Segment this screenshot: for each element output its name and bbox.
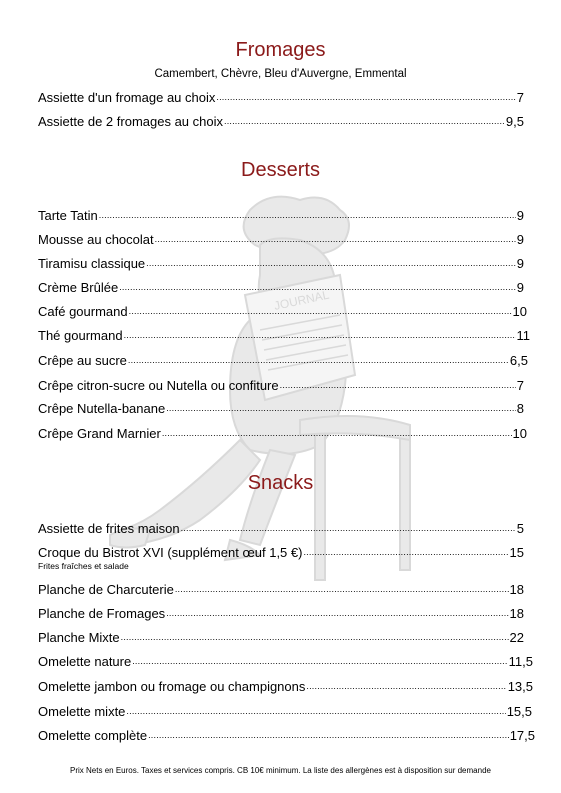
footer-note: Prix Nets en Euros. Taxes et services compris. CB 10€ minimum. La liste des allergènes est à disposition sur demande: [70, 766, 491, 775]
menu-item: [38, 114, 524, 130]
menu-item: [38, 208, 524, 224]
menu-item: [38, 426, 527, 442]
leader-dots: [181, 521, 516, 535]
section-title-desserts: Desserts: [241, 159, 320, 181]
leader-dots: [166, 401, 516, 415]
menu-item-name: Omelette jambon ou fromage ou champignons: [38, 679, 306, 694]
menu-item-price: 9,5: [505, 114, 524, 129]
menu-item-price: 7: [516, 378, 524, 393]
menu-item-price: 5: [516, 521, 524, 536]
menu-item: [38, 582, 524, 598]
menu-item-name: Mousse au chocolat: [38, 232, 154, 247]
menu-item-price: 15,5: [506, 704, 532, 719]
menu-item-name: Crêpe au sucre: [38, 353, 127, 368]
menu-item: [38, 353, 528, 369]
menu-item: [38, 280, 524, 296]
leader-dots: [166, 606, 508, 620]
leader-dots: [121, 630, 509, 644]
leader-dots: [306, 679, 506, 693]
menu-item: [38, 654, 533, 670]
menu-item-price: 18: [509, 606, 524, 621]
section-subtitle-fromages: Camembert, Chèvre, Bleu d'Auvergne, Emmental: [154, 68, 407, 80]
menu-item-name: Tarte Tatin: [38, 208, 98, 223]
menu-item-name: Assiette d'un fromage au choix: [38, 90, 216, 105]
menu-item-price: 10: [512, 304, 527, 319]
menu-item: [38, 256, 524, 272]
menu-item-name: Crêpe Grand Marnier: [38, 426, 161, 441]
menu-item-name: Assiette de frites maison: [38, 521, 180, 536]
menu-item-price: 8: [516, 401, 524, 416]
menu-item: [38, 606, 524, 622]
newspaper-title: JOURNAL: [272, 287, 331, 313]
menu-item-name: Crème Brûlée: [38, 280, 119, 295]
menu-item: [38, 328, 530, 344]
leader-dots: [175, 582, 509, 596]
leader-dots: [128, 353, 509, 367]
menu-item: [38, 304, 527, 320]
menu-item-note: Frites fraîches et salade: [38, 561, 129, 571]
menu-item-price: 13,5: [507, 679, 533, 694]
leader-dots: [129, 304, 512, 318]
menu-item-name: Thé gourmand: [38, 328, 123, 343]
leader-dots: [224, 114, 505, 128]
leader-dots: [126, 704, 505, 718]
section-title-snacks: Snacks: [247, 472, 314, 494]
menu-item-name: Planche Mixte: [38, 630, 120, 645]
menu-item-price: 9: [516, 280, 524, 295]
menu-item-name: Planche de Charcuterie: [38, 582, 174, 597]
menu-item-price: 9: [516, 232, 524, 247]
menu-item-price: 22: [509, 630, 524, 645]
menu-item-name: Crêpe citron-sucre ou Nutella ou confiture: [38, 378, 279, 393]
menu-item-name: Café gourmand: [38, 304, 128, 319]
leader-dots: [148, 728, 509, 742]
leader-dots: [216, 90, 515, 104]
menu-item-price: 15: [509, 545, 524, 560]
menu-item-price: 6,5: [509, 353, 528, 368]
menu-item-price: 9: [516, 256, 524, 271]
section-title-fromages: Fromages: [235, 39, 326, 61]
menu-item-name: Crêpe Nutella-banane: [38, 401, 166, 416]
menu-item-price: 11: [516, 328, 530, 343]
leader-dots: [280, 378, 516, 392]
menu-item: [38, 521, 524, 537]
leader-dots: [99, 208, 516, 222]
leader-dots: [119, 280, 516, 294]
menu-item-price: 18: [509, 582, 524, 597]
menu-item: [38, 232, 524, 248]
menu-item: [38, 630, 524, 646]
menu-item-price: 7: [516, 90, 524, 105]
leader-dots: [124, 328, 516, 342]
newspaper-reader-illustration: [100, 190, 430, 600]
menu-item-price: 10: [512, 426, 527, 441]
menu-item-name: Tiramisu classique: [38, 256, 146, 271]
leader-dots: [132, 654, 507, 668]
menu-item: [38, 704, 532, 720]
menu-item-name: Croque du Bistrot XVI (supplément œuf 1,5 €): [38, 545, 303, 560]
menu-item: [38, 90, 524, 106]
menu-item-name: Omelette mixte: [38, 704, 126, 719]
menu-item-price: 17,5: [509, 728, 535, 743]
menu-item-name: Assiette de 2 fromages au choix: [38, 114, 223, 129]
leader-dots: [162, 426, 512, 440]
menu-item-name: Omelette nature: [38, 654, 132, 669]
leader-dots: [155, 232, 516, 246]
menu-item: [38, 378, 524, 394]
menu-item: [38, 728, 535, 744]
leader-dots: [303, 545, 508, 559]
menu-item-price: 9: [516, 208, 524, 223]
menu-item: [38, 401, 524, 417]
menu-item: [38, 679, 533, 695]
menu-item-price: 11,5: [508, 654, 533, 669]
menu-item-name: Omelette complète: [38, 728, 148, 743]
menu-item: [38, 545, 524, 561]
leader-dots: [146, 256, 516, 270]
menu-item-name: Planche de Fromages: [38, 606, 166, 621]
